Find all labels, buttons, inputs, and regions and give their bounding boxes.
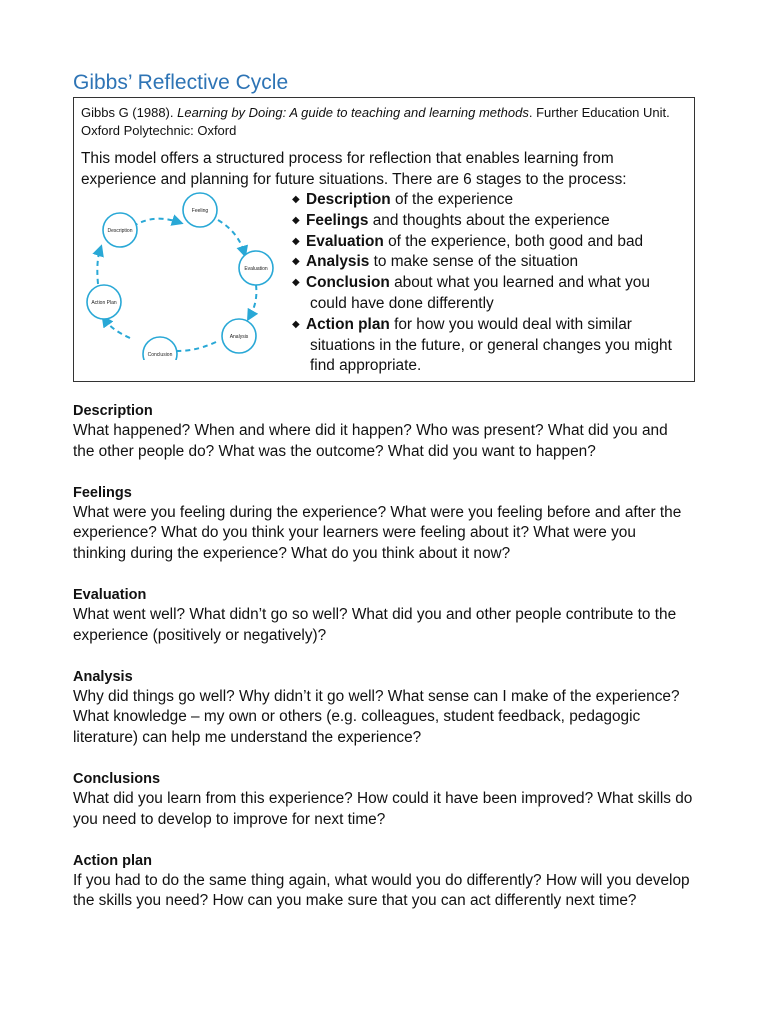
section-heading: Analysis <box>73 668 133 685</box>
section-heading: Action plan <box>73 852 152 869</box>
arrow-conclusion-to-action-plan <box>105 320 130 338</box>
section-description <box>73 401 693 463</box>
arrow-action-plan-to-description <box>97 250 100 284</box>
node-label-conclusion: Conclusion <box>147 352 173 358</box>
node-label-evaluation: Evaluation <box>244 266 268 272</box>
section-heading: Evaluation <box>73 586 147 603</box>
section-heading: Description <box>73 403 153 419</box>
section-body: What happened? When and where did it happen? Who was present? What did you and the other people do? What was the outcome? What did you want to happen? <box>73 422 668 460</box>
list-item: ◆ Description of the experience <box>292 191 514 208</box>
stages-list <box>292 190 692 377</box>
section-analysis <box>73 667 693 749</box>
diamond-bullet-icon: ◆ <box>292 256 300 268</box>
diamond-bullet-icon: ◆ <box>292 194 300 205</box>
section-feelings <box>73 483 693 565</box>
intro-paragraph: This model offers a structured process for reflection that enables learning from experience and planning for future situations. There are 6 stages to the process: <box>81 150 627 188</box>
section-heading: Feelings <box>73 484 132 501</box>
section-body: Why did things go well? Why didn’t it go well? What sense can I make of the experience? What knowledge – my own or others (e.g. colleagues, student feedback, pedagogic literature) can help me understand the experience? <box>73 687 680 747</box>
arrow-feeling-to-evaluation <box>218 220 244 252</box>
node-feeling <box>183 193 217 227</box>
list-item: ◆ Feelings and thoughts about the experience <box>292 211 610 229</box>
section-body: If you had to do the same thing again, what would you do differently? How will you develop the skills you need? How can you make sure that you can act differently next time? <box>73 871 690 910</box>
node-label-description: Description <box>107 228 133 234</box>
section-heading: Conclusions <box>73 770 161 787</box>
node-conclusion <box>143 337 177 360</box>
node-analysis <box>222 319 256 353</box>
citation-suffix: . Further Education Unit. Oxford Polytechnic: Oxford <box>81 105 670 138</box>
summary-box <box>73 97 695 382</box>
section-evaluation <box>73 585 693 647</box>
node-action-plan <box>87 285 121 319</box>
page-title: Gibbs’ Reflective Cycle <box>73 71 289 94</box>
arrow-evaluation-to-analysis <box>250 285 256 316</box>
list-item: ◆ Evaluation of the experience, both good and bad <box>292 232 644 250</box>
list-item: ◆ Action plan for how you would deal with similar situations in the future, or general changes you might find appropriate. <box>292 315 672 375</box>
diamond-bullet-icon: ◆ <box>292 235 300 247</box>
node-evaluation <box>239 251 273 285</box>
gibbs-cycle-diagram <box>78 190 288 360</box>
diamond-bullet-icon: ◆ <box>292 318 300 330</box>
node-label-feeling: Feeling <box>191 208 209 214</box>
citation-prefix: Gibbs G (1988). <box>81 105 178 120</box>
citation <box>81 104 689 140</box>
node-label-action-plan: Action Plan <box>91 300 117 306</box>
node-description <box>103 213 137 247</box>
question-sections <box>73 401 693 932</box>
section-body: What went well? What didn’t go so well? What did you and other people contribute to the experience (positively or negatively)? <box>73 605 677 644</box>
diamond-bullet-icon: ◆ <box>292 214 300 226</box>
citation-book-title: Learning by Doing: A guide to teaching and learning methods <box>177 105 529 120</box>
list-item: ◆ Conclusion about what you learned and what you could have done differently <box>292 274 650 312</box>
node-label-analysis: Analysis <box>229 334 249 340</box>
section-conclusions <box>73 769 693 831</box>
section-action-plan <box>73 851 693 913</box>
section-body: What did you learn from this experience? How could it have been improved? What skills do you need to develop to improve for next time? <box>73 789 693 828</box>
diamond-bullet-icon: ◆ <box>292 277 300 289</box>
list-item: ◆ Analysis to make sense of the situation <box>292 253 579 271</box>
section-body: What were you feeling during the experience? What were you feeling before and after the experience? What do you think your learners were feeling about it? What were you thinking during the experience? What do you think about it now? <box>73 503 682 563</box>
